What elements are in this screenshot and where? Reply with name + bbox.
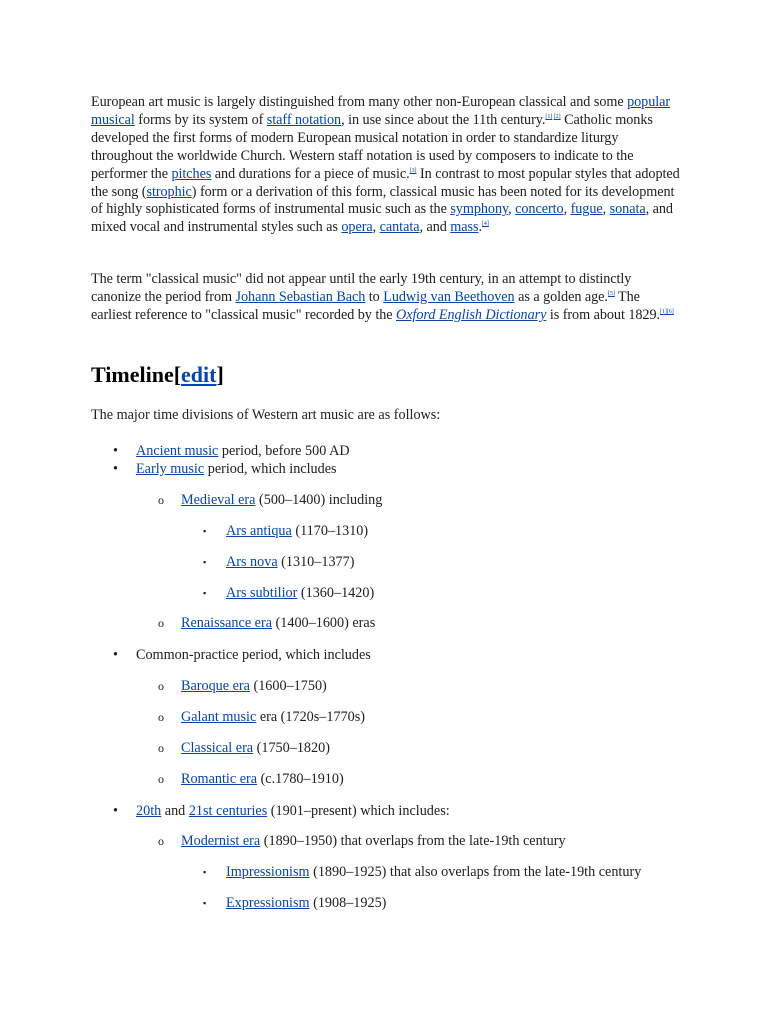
text-run: .: [478, 219, 482, 236]
link-strophic[interactable]: strophic: [146, 183, 192, 200]
list-item-galant-music: [181, 708, 365, 726]
citation-link-3[interactable]: [3]: [409, 167, 417, 174]
text-run: Catholic monks developed the first forms of modern European musical notation in order to standardize liturgy throughout the worldwide Church. Western staff notation is used by composers to indicate to the performer the: [91, 111, 653, 182]
link-romantic-era[interactable]: Romantic era: [181, 771, 258, 787]
bullet-circle: o: [158, 616, 164, 630]
edit-bracket-close: ]: [216, 362, 224, 387]
list-item-text: era (1720s–1770s): [256, 709, 366, 725]
link-ars-subtilior[interactable]: Ars subtilior: [226, 585, 298, 601]
list-item-20th-21st-centuries: [136, 802, 450, 820]
text-run: ,: [563, 201, 571, 218]
list-item-text: (1400–1600) eras: [272, 615, 376, 631]
text-run: and durations for a piece of music.: [211, 165, 410, 182]
list-item-text: (1890–1925) that also overlaps from the late-19th century: [309, 864, 642, 880]
citation-1: [545, 114, 560, 120]
bullet-disc: •: [113, 461, 118, 477]
text-run: ) form or a derivation of this form, classical music has been noted for its development of highly sophisticated forms of instrumental music such as the: [91, 183, 675, 218]
link-opera[interactable]: opera: [341, 219, 373, 236]
bullet-circle: o: [158, 710, 164, 724]
edit-bracket-open: [: [173, 362, 182, 387]
link-ancient-music[interactable]: Ancient music: [136, 443, 219, 459]
list-item-text: (1890–1950) that overlaps from the late-19th century: [260, 833, 566, 849]
list-item-text: and: [161, 803, 189, 819]
citation-6: [660, 309, 674, 315]
text-run: , in use since about the 11th century.: [341, 111, 546, 128]
bullet-circle: o: [158, 679, 164, 693]
link-medieval-era[interactable]: Medieval era: [181, 492, 256, 508]
link-early-music[interactable]: Early music: [136, 461, 205, 477]
text-run: European art music is largely distinguished from many other non-European classical and some: [91, 94, 628, 110]
list-item-text: (1360–1420): [297, 585, 375, 601]
list-item-text: (1310–1377): [277, 554, 355, 570]
link-oxford-english-dictionary[interactable]: Oxford English Dictionary: [396, 306, 547, 323]
bullet-circle: o: [158, 772, 164, 786]
text-run: , and: [419, 219, 451, 236]
link-mass[interactable]: mass: [450, 219, 479, 236]
link-21st-centuries[interactable]: 21st centuries: [188, 803, 268, 819]
link-classical-era[interactable]: Classical era: [181, 740, 254, 756]
link-staff-notation[interactable]: staff notation: [266, 111, 342, 128]
list-item-text: (1600–1750): [249, 678, 327, 694]
list-item-text: period, before 500 AD: [218, 443, 350, 459]
link-beethoven[interactable]: Ludwig van Beethoven: [383, 288, 515, 305]
text-run: The term "classical music" did not appear until the early 19th century, in an attempt to distinctly canonize the period from: [91, 271, 632, 305]
link-impressionism[interactable]: Impressionism: [226, 864, 310, 880]
citation-link-2[interactable]: [2]: [553, 113, 561, 120]
paragraph-term: [91, 271, 681, 325]
bullet-circle: o: [158, 834, 164, 848]
link-modernist-era[interactable]: Modernist era: [181, 833, 261, 849]
text-run: is from about 1829.: [546, 306, 661, 323]
list-item-ars-subtilior: [226, 584, 374, 602]
list-item-baroque-era: [181, 677, 327, 695]
bullet-square: ▪: [203, 898, 207, 908]
paragraph-notation: [91, 94, 681, 237]
list-item-impressionism: [226, 863, 641, 881]
link-ars-nova[interactable]: Ars nova: [226, 554, 278, 570]
citation-3: [410, 168, 417, 174]
text-run: ,: [372, 219, 380, 236]
list-item-ancient-music: [136, 442, 350, 460]
list-item-text: (1750–1820): [253, 740, 330, 756]
text-run: as a golden age.: [514, 288, 608, 305]
edit-link[interactable]: edit: [181, 362, 217, 387]
list-item-text: (500–1400) including: [255, 492, 383, 508]
link-pitches[interactable]: pitches: [171, 165, 212, 182]
text-run: In contrast to most popular styles that adopted the song (: [91, 165, 680, 200]
text-run: ,: [602, 201, 610, 218]
text-run: , and mixed vocal and instrumental styles such as: [91, 201, 673, 236]
list-item-text: (1170–1310): [291, 523, 369, 539]
bullet-circle: o: [158, 741, 164, 755]
list-item-expressionism: [226, 894, 386, 912]
list-item-modernist-era: [181, 832, 566, 850]
link-ars-antiqua[interactable]: Ars antiqua: [226, 523, 292, 539]
list-item-early-music: [136, 460, 337, 478]
link-cantata[interactable]: cantata: [379, 219, 420, 236]
bullet-square: ▪: [203, 588, 207, 598]
link-bach[interactable]: Johann Sebastian Bach: [235, 288, 366, 305]
timeline-intro: The major time divisions of Western art music are as follows:: [91, 407, 441, 423]
bullet-square: ▪: [203, 526, 207, 536]
heading-text: Timeline: [91, 362, 174, 387]
bullet-square: ▪: [203, 557, 207, 567]
list-item-text: (c.1780–1910): [257, 771, 344, 787]
link-symphony[interactable]: symphony: [450, 201, 509, 218]
list-item-medieval-era: [181, 491, 382, 509]
link-sonata[interactable]: sonata: [609, 201, 646, 218]
list-item-ars-nova: [226, 553, 354, 571]
text-run: forms by its system of: [134, 111, 267, 128]
list-item-ars-antiqua: [226, 522, 368, 540]
section-heading-timeline: [91, 360, 224, 390]
bullet-square: ▪: [203, 867, 207, 877]
link-baroque-era[interactable]: Baroque era: [181, 678, 250, 694]
link-popular-musical[interactable]: popular musical: [91, 94, 671, 128]
list-item-renaissance-era: [181, 614, 375, 632]
bullet-circle: o: [158, 493, 164, 507]
list-item-classical-era: [181, 739, 330, 757]
text-run: to: [365, 288, 384, 305]
citation-4: [482, 221, 489, 227]
bullet-disc: •: [113, 443, 118, 459]
link-galant-music[interactable]: Galant music: [181, 709, 257, 725]
link-20th[interactable]: 20th: [136, 803, 162, 819]
bullet-disc: •: [113, 803, 118, 819]
citation-link-5[interactable]: [5]: [607, 290, 615, 297]
citation-link-4[interactable]: [4]: [481, 221, 489, 228]
link-renaissance-era[interactable]: Renaissance era: [181, 615, 272, 631]
link-expressionism[interactable]: Expressionism: [226, 895, 310, 911]
text-run: ,: [508, 201, 516, 218]
list-item-common-practice: Common-practice period, which includes: [136, 647, 371, 663]
list-item-text: period, which includes: [204, 461, 337, 477]
link-concerto[interactable]: concerto: [515, 201, 564, 218]
link-fugue[interactable]: fugue: [570, 201, 603, 218]
bullet-disc: •: [113, 647, 118, 663]
citation-5: [608, 291, 615, 297]
citation-link-1[interactable]: [1]: [545, 113, 553, 120]
list-item-text: (1901–present) which includes:: [267, 803, 450, 819]
list-item-romantic-era: [181, 770, 344, 788]
list-item-text: (1908–1925): [309, 895, 387, 911]
text-run: The earliest reference to "classical music" recorded by the: [91, 288, 640, 323]
citation-link-6[interactable]: [1][6]: [660, 308, 674, 315]
